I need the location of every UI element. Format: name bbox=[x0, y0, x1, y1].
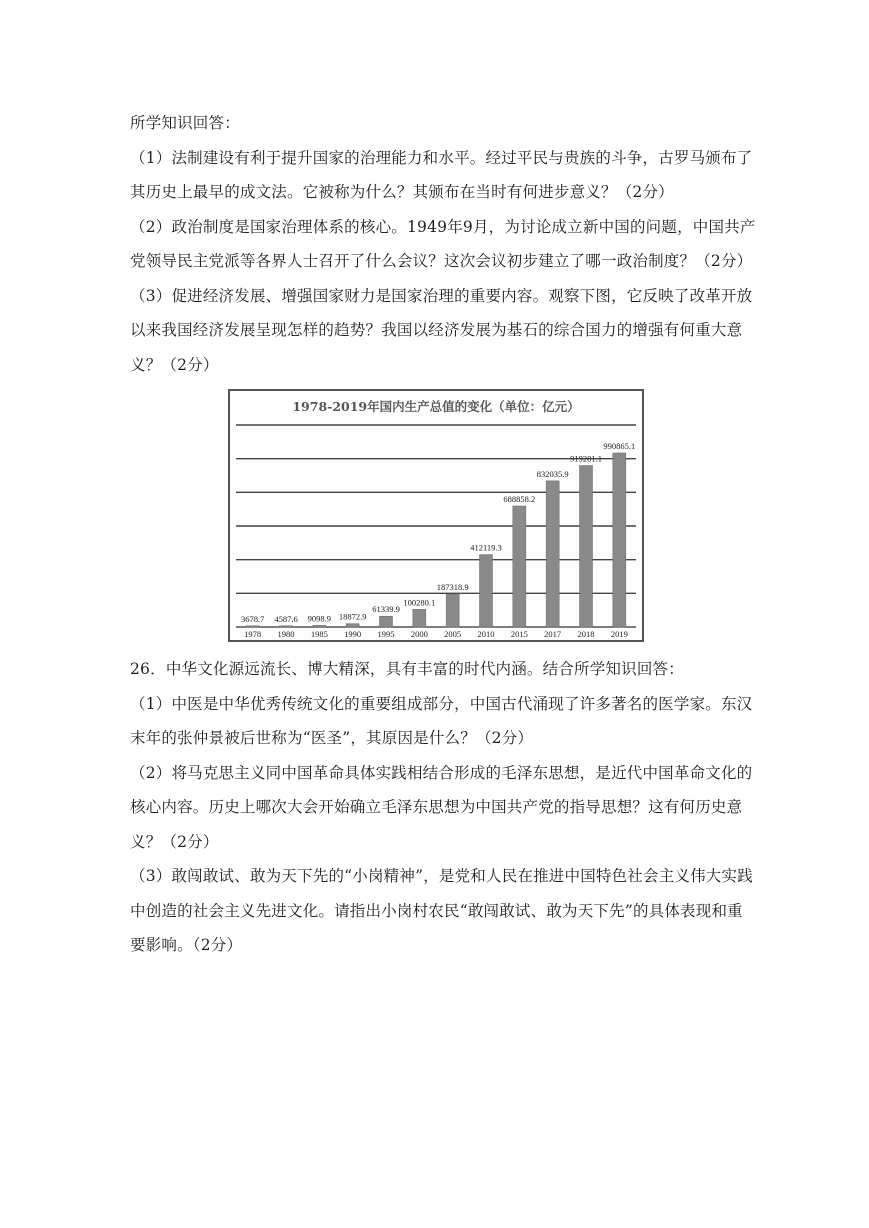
chart-value-label: 919281.1 bbox=[570, 453, 602, 464]
chart-tick-label: 2019 bbox=[610, 629, 628, 639]
chart-bar-2019 bbox=[613, 453, 626, 627]
text-line: 所学知识回答： bbox=[130, 114, 240, 132]
gdp-chart bbox=[228, 389, 644, 642]
chart-tick-label: 2017 bbox=[544, 629, 562, 639]
chart-bar-1980 bbox=[280, 626, 293, 627]
chart-value-label: 100280.1 bbox=[403, 597, 436, 608]
chart-value-label: 412119.3 bbox=[470, 542, 502, 553]
chart-bar-2010 bbox=[480, 555, 493, 627]
chart-value-label: 18872.9 bbox=[338, 611, 367, 622]
text-line: 党领导民主党派等各界人士召开了什么会议？这次会议初步建立了哪一政治制度？（2分） bbox=[130, 252, 753, 270]
chart-tick-label: 2015 bbox=[510, 629, 528, 639]
text-line: 末年的张仲景被后世称为“医圣”，其原因是什么？（2分） bbox=[130, 729, 534, 747]
chart-value-label: 4587.6 bbox=[274, 613, 298, 624]
chart-bar-2015 bbox=[513, 506, 526, 627]
chart-bar-2018 bbox=[580, 466, 593, 627]
chart-bar-1985 bbox=[313, 625, 326, 627]
chart-tick-label: 1995 bbox=[377, 629, 395, 639]
text-line: 其历史上最早的成文法。它被称为什么？其颁布在当时有何进步意义？（2分） bbox=[130, 183, 674, 201]
chart-tick-label: 2005 bbox=[444, 629, 462, 639]
text-line: 核心内容。历史上哪次大会开始确立毛泽东思想为中国共产党的指导思想？这有何历史意 bbox=[130, 798, 743, 816]
chart-tick-label: 2018 bbox=[577, 629, 595, 639]
text-line: 要影响。（2分） bbox=[130, 936, 243, 954]
chart-bar-2000 bbox=[413, 609, 426, 627]
chart-tick-label: 1980 bbox=[277, 629, 295, 639]
chart-tick-label: 1978 bbox=[244, 629, 262, 639]
text-line: 26．中华文化源远流长、博大精深，具有丰富的时代内涵。结合所学知识回答： bbox=[130, 660, 684, 678]
text-line: 中创造的社会主义先进文化。请指出小岗村农民“敢闯敢试、敢为天下先”的具体表现和重 bbox=[130, 902, 743, 920]
chart-value-label: 832035.9 bbox=[536, 468, 569, 479]
chart-value-label: 9098.9 bbox=[307, 613, 332, 624]
text-line: （3）促进经济发展、增强国家财力是国家治理的重要内容。观察下图，它反映了改革开放 bbox=[130, 287, 753, 305]
text-line: （1）中医是中华优秀传统文化的重要组成部分，中国古代涌现了许多著名的医学家。东汉 bbox=[130, 695, 753, 713]
chart-value-label: 688858.2 bbox=[503, 494, 536, 505]
chart-title: 1978-2019年国内生产总值的变化（单位：亿元） bbox=[292, 399, 580, 414]
chart-bar-1995 bbox=[380, 616, 393, 627]
text-line: 以来我国经济发展呈现怎样的趋势？我国以经济发展为基石的综合国力的增强有何重大意 bbox=[130, 321, 743, 339]
chart-tick-label: 1990 bbox=[344, 629, 362, 639]
chart-bar-1978 bbox=[246, 626, 259, 627]
chart-value-label: 187318.9 bbox=[436, 582, 469, 593]
chart-value-label: 61339.9 bbox=[372, 604, 400, 615]
chart-value-label: 990865.1 bbox=[603, 440, 636, 451]
chart-bar-1990 bbox=[346, 624, 359, 627]
text-line: （2）将马克思主义同中国革命具体实践相结合形成的毛泽东思想，是近代中国革命文化的 bbox=[130, 764, 753, 782]
gdp-chart-svg bbox=[230, 391, 642, 640]
text-line: 义？（2分） bbox=[130, 833, 219, 851]
text-line: （1）法制建设有利于提升国家的治理能力和水平。经过平民与贵族的斗争，古罗马颁布了 bbox=[130, 149, 753, 167]
text-line: （3）敢闯敢试、敢为天下先的“小岗精神”，是党和人民在推进中国特色社会主义伟大实践 bbox=[130, 867, 753, 885]
chart-bar-2017 bbox=[546, 481, 559, 627]
chart-bar-2005 bbox=[446, 594, 459, 627]
chart-tick-label: 1985 bbox=[310, 629, 328, 639]
chart-tick-label: 2000 bbox=[410, 629, 428, 639]
text-line: 义？（2分） bbox=[130, 356, 219, 374]
text-line: （2）政治制度是国家治理体系的核心。1949年9月，为讨论成立新中国的问题，中国共产 bbox=[130, 218, 756, 236]
chart-value-label: 3678.7 bbox=[240, 613, 265, 624]
chart-tick-label: 2010 bbox=[477, 629, 495, 639]
